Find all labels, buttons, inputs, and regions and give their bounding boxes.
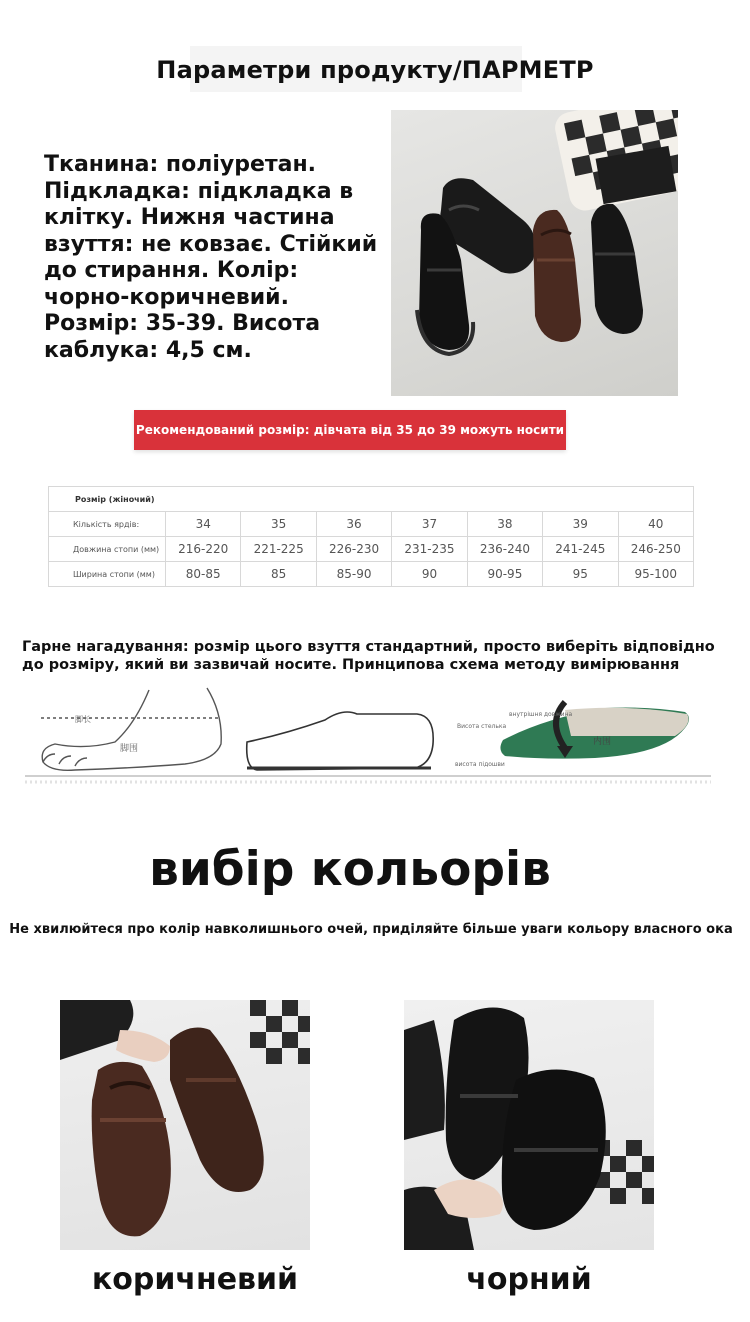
size-reminder: Гарне нагадування: розмір цього взуття стандартний, просто виберіть відповідно до розміру, який ви зазвичай носите. Принципова схема методу вимірювання (22, 639, 715, 673)
table-row (49, 537, 694, 562)
table-cell: 35 (241, 512, 316, 537)
measuring-diagram (25, 684, 711, 794)
table-cell: 216-220 (166, 537, 241, 562)
shoe-outline (247, 712, 433, 770)
row-label: Довжина стопи (мм) (49, 537, 166, 562)
checkered-pillow (552, 110, 678, 213)
checkered-fabric (250, 1000, 310, 1064)
hero-product-photo (391, 110, 678, 396)
table-cell: 34 (166, 512, 241, 537)
loafers-illustration (391, 110, 678, 396)
table-cell: 231-235 (392, 537, 467, 562)
table-cell: 95 (543, 562, 618, 587)
table-cell: 37 (392, 512, 467, 537)
last-girth-label: 内围 (593, 737, 612, 747)
foot-length-label: 脚长 (75, 715, 91, 724)
table-row (49, 562, 694, 587)
color-option-black-label[interactable]: чорний (466, 1262, 592, 1297)
table-caption-row (49, 487, 694, 512)
black-loafer-illustration (404, 1000, 654, 1250)
row-label: Кількість ярдів: (49, 512, 166, 537)
table-cell: 241-245 (543, 537, 618, 562)
brown-loafer-illustration (60, 1000, 310, 1250)
foot-outline (41, 688, 221, 770)
loafer-brown (533, 210, 581, 342)
black-loafer-photo[interactable] (404, 1000, 654, 1250)
foot-girth-label: 脚围 (120, 744, 139, 754)
table-cell: 38 (467, 512, 542, 537)
recommended-size-text: Рекомендований розмір: дівчата від 35 до 39 можуть носити його (135, 423, 565, 477)
page-title: Параметри продукту/ПАРМЕТР (156, 56, 594, 84)
table-cell: 95-100 (618, 562, 693, 587)
table-row (49, 512, 694, 537)
table-cell: 85-90 (316, 562, 391, 587)
measuring-illustration (25, 684, 711, 794)
sole-height-label: висота підошви (455, 761, 505, 768)
table-cell: 90 (392, 562, 467, 587)
table-cell: 236-240 (467, 537, 542, 562)
loafer-black-right (591, 204, 643, 334)
brown-loafer-photo[interactable] (60, 1000, 310, 1250)
color-selection-title: вибір кольорів (149, 842, 551, 897)
table-cell: 90-95 (467, 562, 542, 587)
row-label: Ширина стопи (мм) (49, 562, 166, 587)
color-option-brown-label[interactable]: коричневий (91, 1262, 299, 1297)
table-cell: 36 (316, 512, 391, 537)
table-cell: 40 (618, 512, 693, 537)
product-description: Тканина: поліуретан. Підкладка: підкладка в клітку. Нижня частина взуття: не ковзає. Стійкий до стирання. Колір: чорно-коричневий. Розмір: 35-39. Висота каблука: 4,5 см. (44, 152, 378, 363)
color-selection-subtitle: Не хвилюйтеся про колір навколишнього очей, приділяйте більше уваги кольору власного ока (9, 922, 733, 937)
size-table-caption: Розмір (жіночий) (49, 487, 694, 512)
inside-length-label: внутрішня довжина (509, 711, 573, 718)
table-cell: 85 (241, 562, 316, 587)
table-cell: 226-230 (316, 537, 391, 562)
table-cell: 80-85 (166, 562, 241, 587)
table-cell: 221-225 (241, 537, 316, 562)
table-cell: 246-250 (618, 537, 693, 562)
table-cell: 39 (543, 512, 618, 537)
size-table (48, 486, 694, 587)
heel-height-label: Висота стелька (457, 723, 507, 730)
